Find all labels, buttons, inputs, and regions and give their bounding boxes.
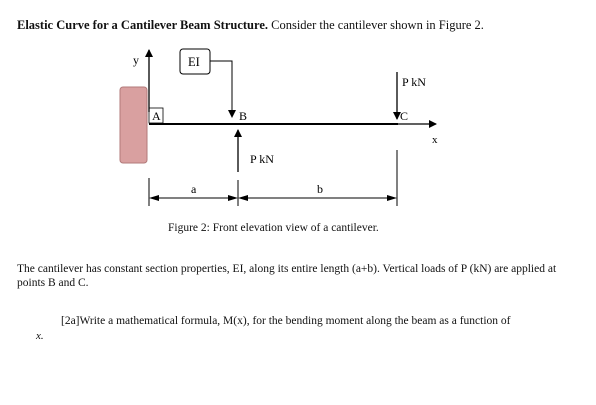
problem-paragraph: The cantilever has constant section properties, EI, along its entire length (a+b). Vertical loads of P (kN) are applied at points B and C.	[17, 263, 557, 289]
point-b-label: B	[239, 109, 248, 123]
point-a-label: A	[152, 109, 161, 123]
ei-leader	[210, 61, 232, 117]
load-c-label: P kN	[402, 75, 426, 89]
x-axis-label: x	[432, 134, 438, 146]
heading-rest: Consider the cantilever shown in Figure 2.	[268, 18, 484, 32]
y-axis-label: y	[133, 53, 139, 67]
question-text: Write a mathematical formula, M(x), for the bending moment along the beam as a function of	[79, 315, 511, 327]
heading-bold: Elastic Curve for a Cantilever Beam Structure.	[17, 18, 268, 32]
ei-label: EI	[188, 55, 200, 69]
point-c-label: C	[400, 109, 409, 123]
question-tag: [2a]	[61, 315, 80, 327]
dim-a-label: a	[191, 182, 197, 196]
question-continuation: x.	[36, 330, 44, 342]
figure-caption: Figure 2: Front elevation view of a cantilever.	[168, 222, 379, 234]
question-2a	[61, 315, 510, 327]
dim-b-label: b	[317, 182, 323, 196]
load-b-label: P kN	[250, 152, 274, 166]
fixed-support-wall	[120, 87, 147, 163]
